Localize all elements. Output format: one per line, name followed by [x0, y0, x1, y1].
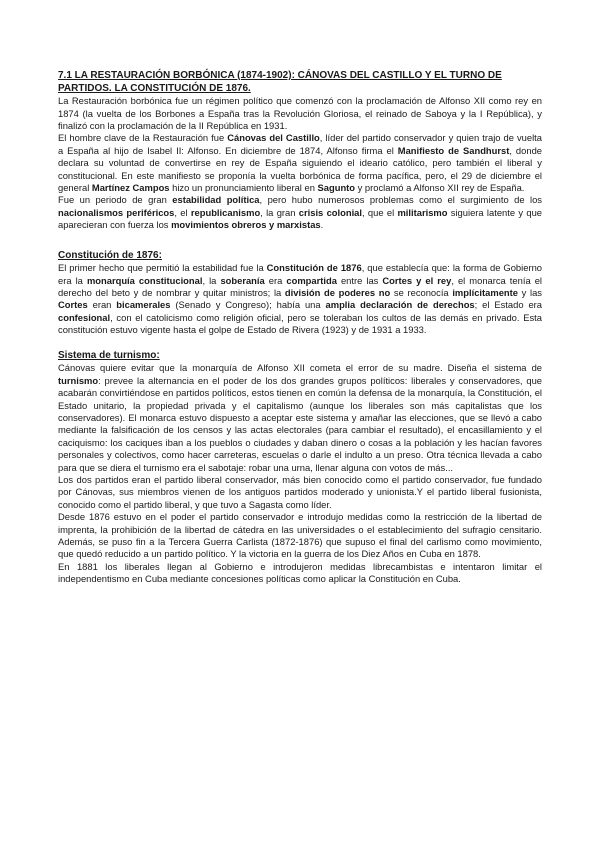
- turnismo-paragraph-2: Los dos partidos eran el partido liberal conservador, más bien conocido como el partido conservador, fue fundado por Cánovas, sus miembros vienen de los antiguos partidos moderado y unionista.Y el partido liberal fusionista, conocido como el partido liberal, y que tuvo a Sagasta como líder.: [58, 473, 542, 510]
- intro-paragraph-2: El hombre clave de la Restauración fue Cánovas del Castillo, líder del partido conservador y quien trajo de vuelta a España al hijo de Isabel II: Alfonso. En diciembre de 1874, Alfonso firma el Manifiesto de Sandhurst, donde declara su voluntad de convertirse en rey de España siguiendo el ideario católico, pero también el liberal y constitucional. En este manifiesto se proponía la vuelta borbónica de forma pacífica, pero, el 29 de diciembre el general Martínez Campos hizo un pronunciamiento liberal en Sagunto y proclamó a Alfonso XII rey de España.: [58, 132, 542, 194]
- intro-paragraph-1: La Restauración borbónica fue un régimen político que comenzó con la proclamación de Alfonso XII como rey en 1874 (la vuelta de los Borbones a España tras la Revolución Gloriosa, el reinado de Saboya y la I República), y finalizó con la proclamación de la II República en 1931.: [58, 95, 542, 131]
- turnismo-paragraph-3: Desde 1876 estuvo en el poder el partido conservador e introdujo medidas como la restricción de la libertad de imprenta, la prohibición de la libertad de cátedra en las universidades o el establecimiento del sufragio censitario. Además, se puso fin a la Tercera Guerra Carlista (1872-1876) que supuso el final del carlismo como movimiento, que quedó reducido a un partido político. Y la victoria en la guerra de los Diez Años en Cuba en 1878.: [58, 511, 542, 560]
- turnismo-paragraph-4: En 1881 los liberales llegan al Gobierno e introdujeron medidas librecambistas e intentaron limitar el independentismo en Cuba mediante concesiones políticas como aplicar la Constitución en Cuba.: [58, 560, 542, 585]
- constitucion-paragraph: El primer hecho que permitió la estabilidad fue la Constitución de 1876, que establecía que: la forma de Gobierno era la monarquía constitucional, la soberanía era compartida entre las Cortes y el rey, el monarca tenía el derecho del beto y de nombrar y quitar ministros; la división de poderes no se reconocía implícitamente y las Cortes eran bicamerales (Senado y Congreso); había una amplia declaración de derechos; el Estado era confesional, con el catolicismo como religión oficial, pero se toleraban los cultos de las demás en privado. Esta constitución estuvo vigente hasta el golpe de Estado de Rivera (1923) y de 1931 a 1933.: [58, 262, 542, 336]
- turnismo-heading: Sistema de turnismo:: [58, 349, 160, 361]
- document-page: [58, 70, 542, 586]
- document-title: 7.1 LA RESTAURACIÓN BORBÓNICA (1874-1902): CÁNOVAS DEL CASTILLO Y EL TURNO DE PARTIDOS. LA CONSTITUCIÓN DE 1876.: [58, 70, 502, 94]
- constitucion-heading: Constitución de 1876:: [58, 249, 162, 261]
- intro-paragraph-3: Fue un periodo de gran estabilidad política, pero hubo numerosos problemas como el surgimiento de los nacionalismos periféricos, el republicanismo, la gran crisis colonial, que el militarismo siguiera latente y que aparecieran con fuerza los movimientos obreros y marxistas.: [58, 194, 543, 231]
- turnismo-paragraph-1: Cánovas quiere evitar que la monarquía de Alfonso XII cometa el error de su madre. Diseña el sistema de turnismo: prevee la alternancia en el poder de los dos grandes grupos políticos: liberales y conservadores, que acabarán convirtiéndose en partidos políticos, estos tienen en común la defensa de la monarquía, la Constitución, el Estado unitario, la propiedad privada y el capitalismo (aunque los liberales son más capitalistas que los conservadores). El monarca estuvo dispuesto a aceptar este sistema y amañar las elecciones, que se llevó a cabo mediante la falsificación de los censos y las actas electorales (para cambiar el resultado), el encasillamiento y el caciquismo: los caciques iban a los pueblos o ciudades y daban dinero o cosas a la población y les hacían favores personales y colectivos, como hacer carreteras, escuelas o darle el indulto a un preso. Otra técnica llevada a cabo para que se diera el turnismo era el sabotaje: robar una urna, llenar alguna con votos de más...: [58, 362, 542, 473]
